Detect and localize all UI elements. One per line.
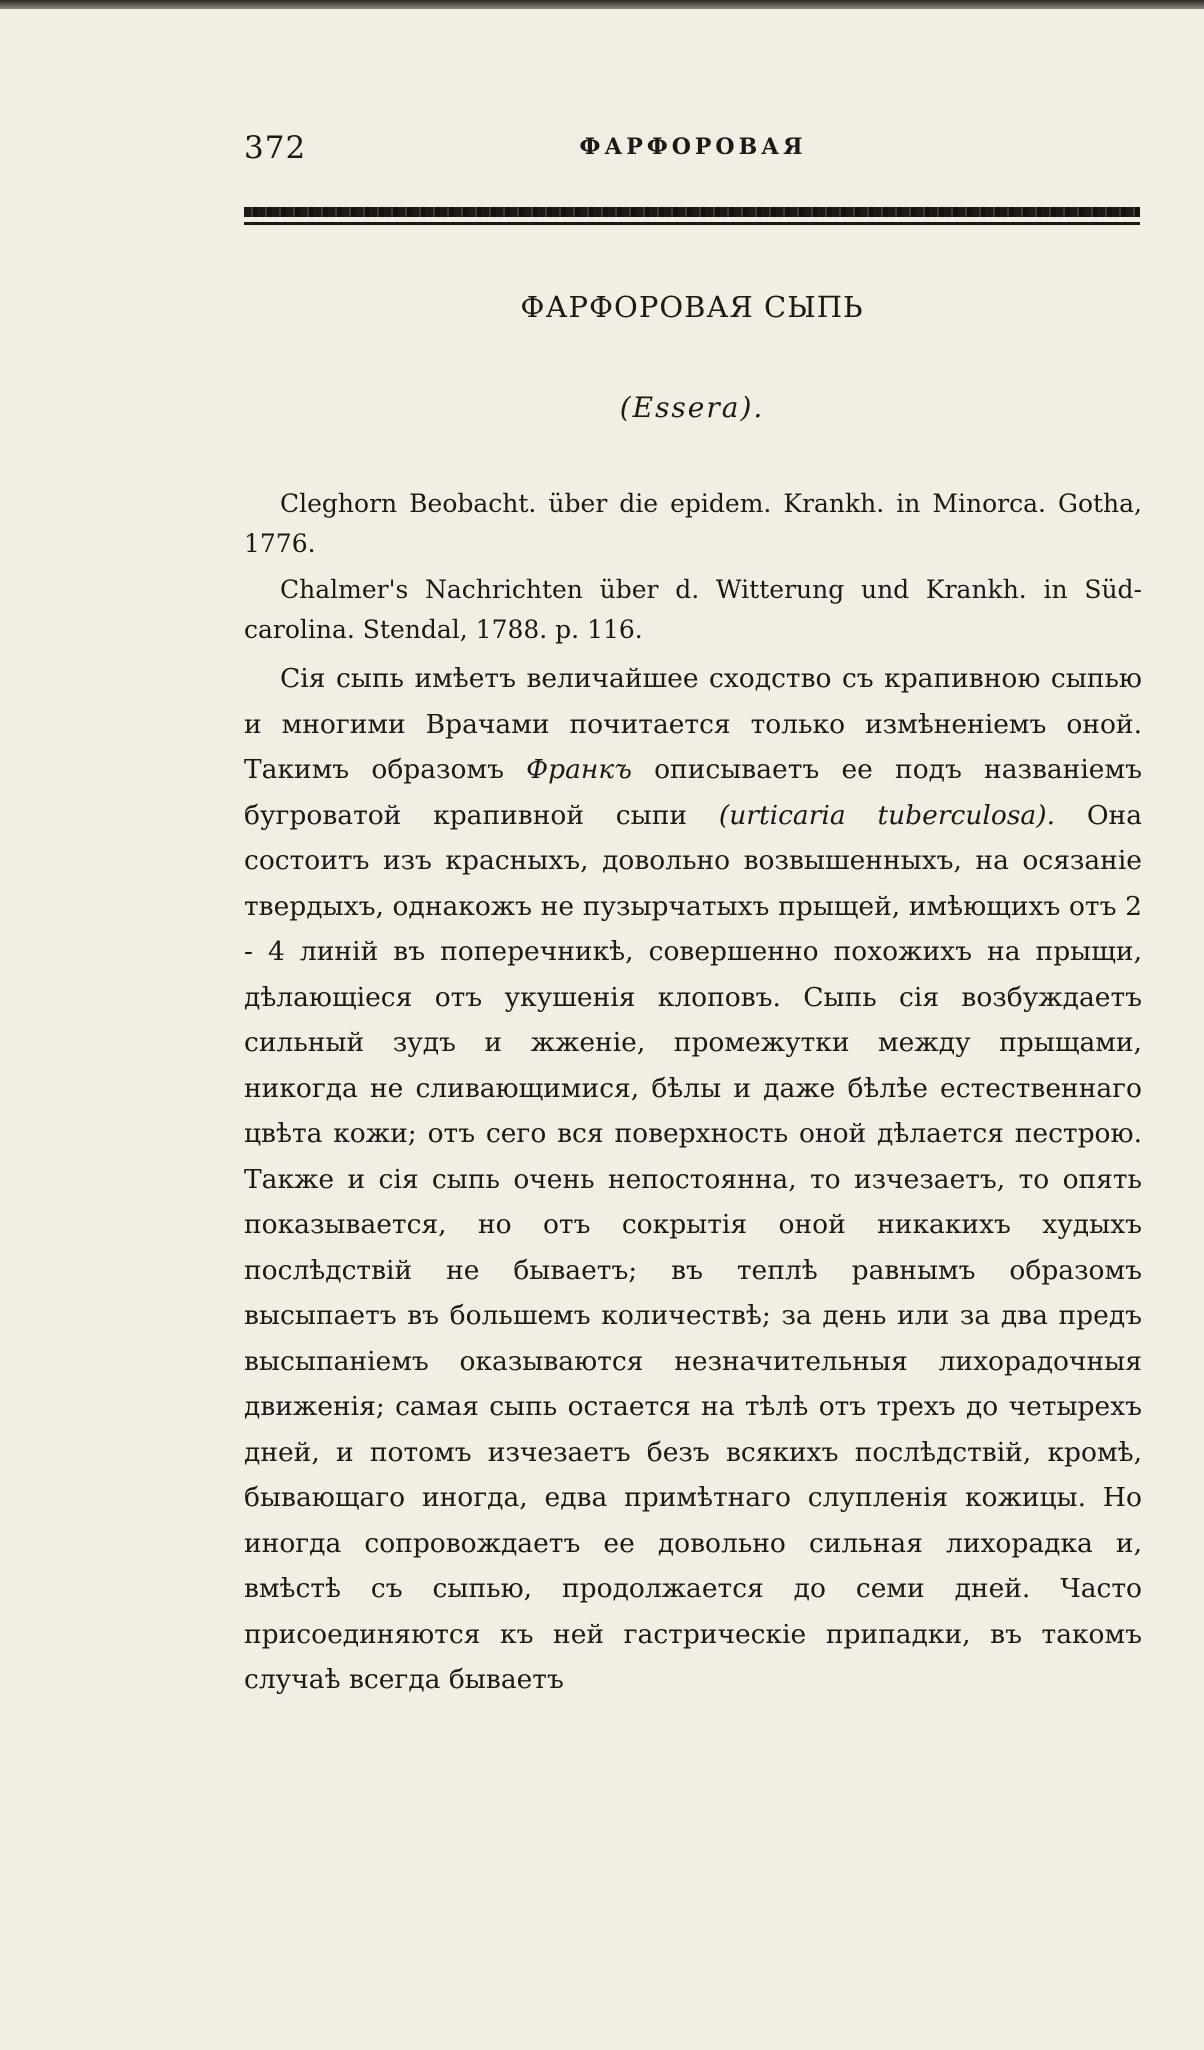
- page-number: 372: [244, 130, 307, 166]
- reference-item: Chalmer's Nachrichten über d. Witterung und Krankh. in Süd-carolina. Stendal, 1788. p. 116.: [244, 575, 1142, 644]
- running-title: ФАРФОРОВАЯ: [579, 134, 807, 160]
- references: [244, 484, 1142, 656]
- body-text-part: Сія сыпь имѣетъ величайшее сходство съ крапивною сыпью и многими Врачами почитается только измѣненіемъ оной. Такимъ образомъ: [244, 663, 1142, 785]
- body-paragraph: [244, 656, 1142, 1703]
- header-rule: [244, 207, 1140, 217]
- header-rule-thin: [244, 222, 1140, 225]
- latin-term: (urticaria tuberculosa).: [718, 799, 1055, 831]
- reference-item: Cleghorn Beobacht. über die epidem. Krankh. in Minorca. Gotha, 1776.: [244, 489, 1142, 558]
- running-head: [244, 130, 1142, 170]
- latin-name: (Essera).: [619, 391, 765, 424]
- body-text-part: Она состоитъ изъ красныхъ, довольно возвышенныхъ, на осязаніе твердыхъ, однакожъ не пузырчатыхъ прыщей, имѣющихъ отъ 2 - 4 линій въ поперечникѣ, совершенно похожихъ на прыщи, дѣлающіеся отъ укушенія клоповъ. Сыпь сія возбуждаетъ сильный зудъ и жженіе, промежутки между прыщами, никогда не сливающимися, бѣлы и даже бѣлѣе естественнаго цвѣта кожи; отъ сего вся поверхность оной дѣлается пестрою. Также и сія сыпь очень непостоянна, то изчезаетъ, то опять показывается, но отъ сокрытія оной никакихъ худыхъ послѣдствій не бываетъ; въ теплѣ равнымъ образомъ высыпаетъ въ большемъ количествѣ; за день или за два предъ высыпаніемъ оказываются незначительныя лихорадочныя движенія; самая сыпь остается на тѣлѣ отъ трехъ до четырехъ дней, и потомъ изчезаетъ безъ всякихъ послѣдствій, кромѣ, бывающаго иногда, едва примѣтнаго слупленія кожицы. Но иногда сопровождаетъ ее довольно сильная лихорадка и, вмѣстѣ съ сыпью, продолжается до семи дней. Часто присоединяются къ ней гастрическіе припадки, въ такомъ случаѣ всегда бываетъ: [244, 799, 1142, 1695]
- author-name: Франкъ: [526, 754, 632, 785]
- body-text-part: описываетъ ее подъ названіемъ бугроватой крапивной сыпи: [244, 754, 1142, 831]
- article-title: ФАРФОРОВАЯ СЫПЬ: [520, 290, 864, 324]
